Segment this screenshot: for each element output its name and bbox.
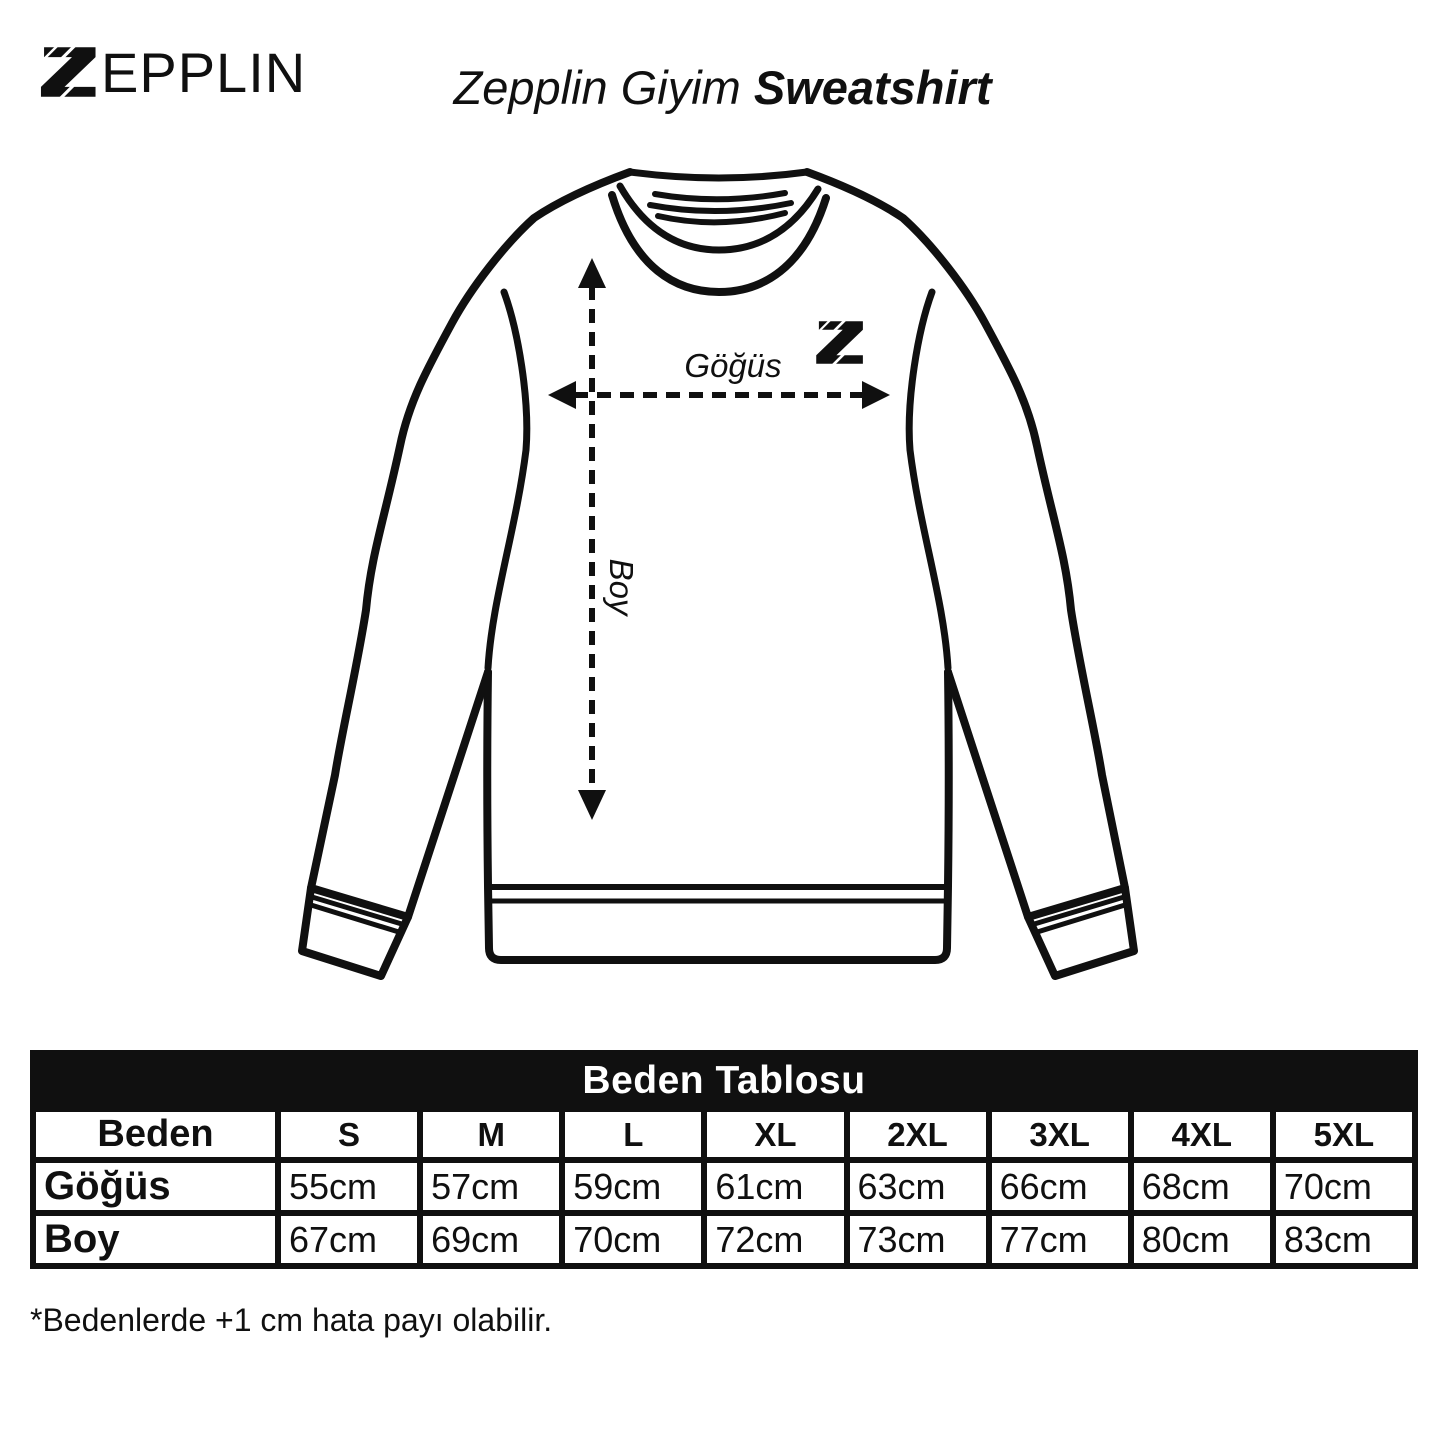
arrowhead-up bbox=[578, 258, 606, 288]
corner-header-cell: Beden bbox=[33, 1109, 278, 1160]
size-cell: 61cm bbox=[704, 1160, 846, 1213]
size-cell: 70cm bbox=[562, 1213, 704, 1266]
size-cell: 57cm bbox=[420, 1160, 562, 1213]
row-label-length: Boy bbox=[33, 1213, 278, 1266]
size-col-header: 2XL bbox=[847, 1109, 989, 1160]
size-table bbox=[30, 1050, 1418, 1269]
size-col-header: 3XL bbox=[989, 1109, 1131, 1160]
size-cell: 55cm bbox=[278, 1160, 420, 1213]
size-cell: 69cm bbox=[420, 1213, 562, 1266]
size-cell: 59cm bbox=[562, 1160, 704, 1213]
size-table-title: Beden Tablosu bbox=[33, 1053, 1415, 1109]
size-col-header: XL bbox=[704, 1109, 846, 1160]
table-row-length bbox=[33, 1213, 1415, 1266]
size-cell: 83cm bbox=[1273, 1213, 1415, 1266]
row-label-chest: Göğüs bbox=[33, 1160, 278, 1213]
size-col-header: M bbox=[420, 1109, 562, 1160]
size-col-header: L bbox=[562, 1109, 704, 1160]
title-brand: Zepplin Giyim bbox=[453, 61, 741, 114]
size-cell: 80cm bbox=[1131, 1213, 1273, 1266]
size-cell: 72cm bbox=[704, 1213, 846, 1266]
length-measure-label: Boy bbox=[603, 558, 640, 616]
sweatshirt-body bbox=[487, 672, 949, 960]
size-cell: 63cm bbox=[847, 1160, 989, 1213]
chest-measure-label: Göğüs bbox=[684, 347, 782, 384]
size-header-row bbox=[33, 1109, 1415, 1160]
size-cell: 73cm bbox=[847, 1213, 989, 1266]
arrowhead-left bbox=[548, 381, 576, 409]
chest-z-logo-icon bbox=[815, 317, 863, 368]
arrowhead-right bbox=[862, 381, 890, 409]
size-tolerance-note: *Bedenlerde +1 cm hata payı olabilir. bbox=[30, 1302, 553, 1338]
size-cell: 66cm bbox=[989, 1160, 1131, 1213]
size-col-header: S bbox=[278, 1109, 420, 1160]
sweatshirt-sleeves bbox=[311, 172, 1125, 917]
size-cell: 68cm bbox=[1131, 1160, 1273, 1213]
title-product: Sweatshirt bbox=[753, 61, 992, 114]
size-cell: 67cm bbox=[278, 1213, 420, 1266]
table-row-chest bbox=[33, 1160, 1415, 1213]
arrowhead-down bbox=[578, 790, 606, 820]
size-cell: 77cm bbox=[989, 1213, 1131, 1266]
size-cell: 70cm bbox=[1273, 1160, 1415, 1213]
sweatshirt-collar bbox=[612, 172, 826, 292]
size-col-header: 5XL bbox=[1273, 1109, 1415, 1160]
brand-logo-text: EPPLIN bbox=[101, 41, 307, 104]
size-col-header: 4XL bbox=[1131, 1109, 1273, 1160]
